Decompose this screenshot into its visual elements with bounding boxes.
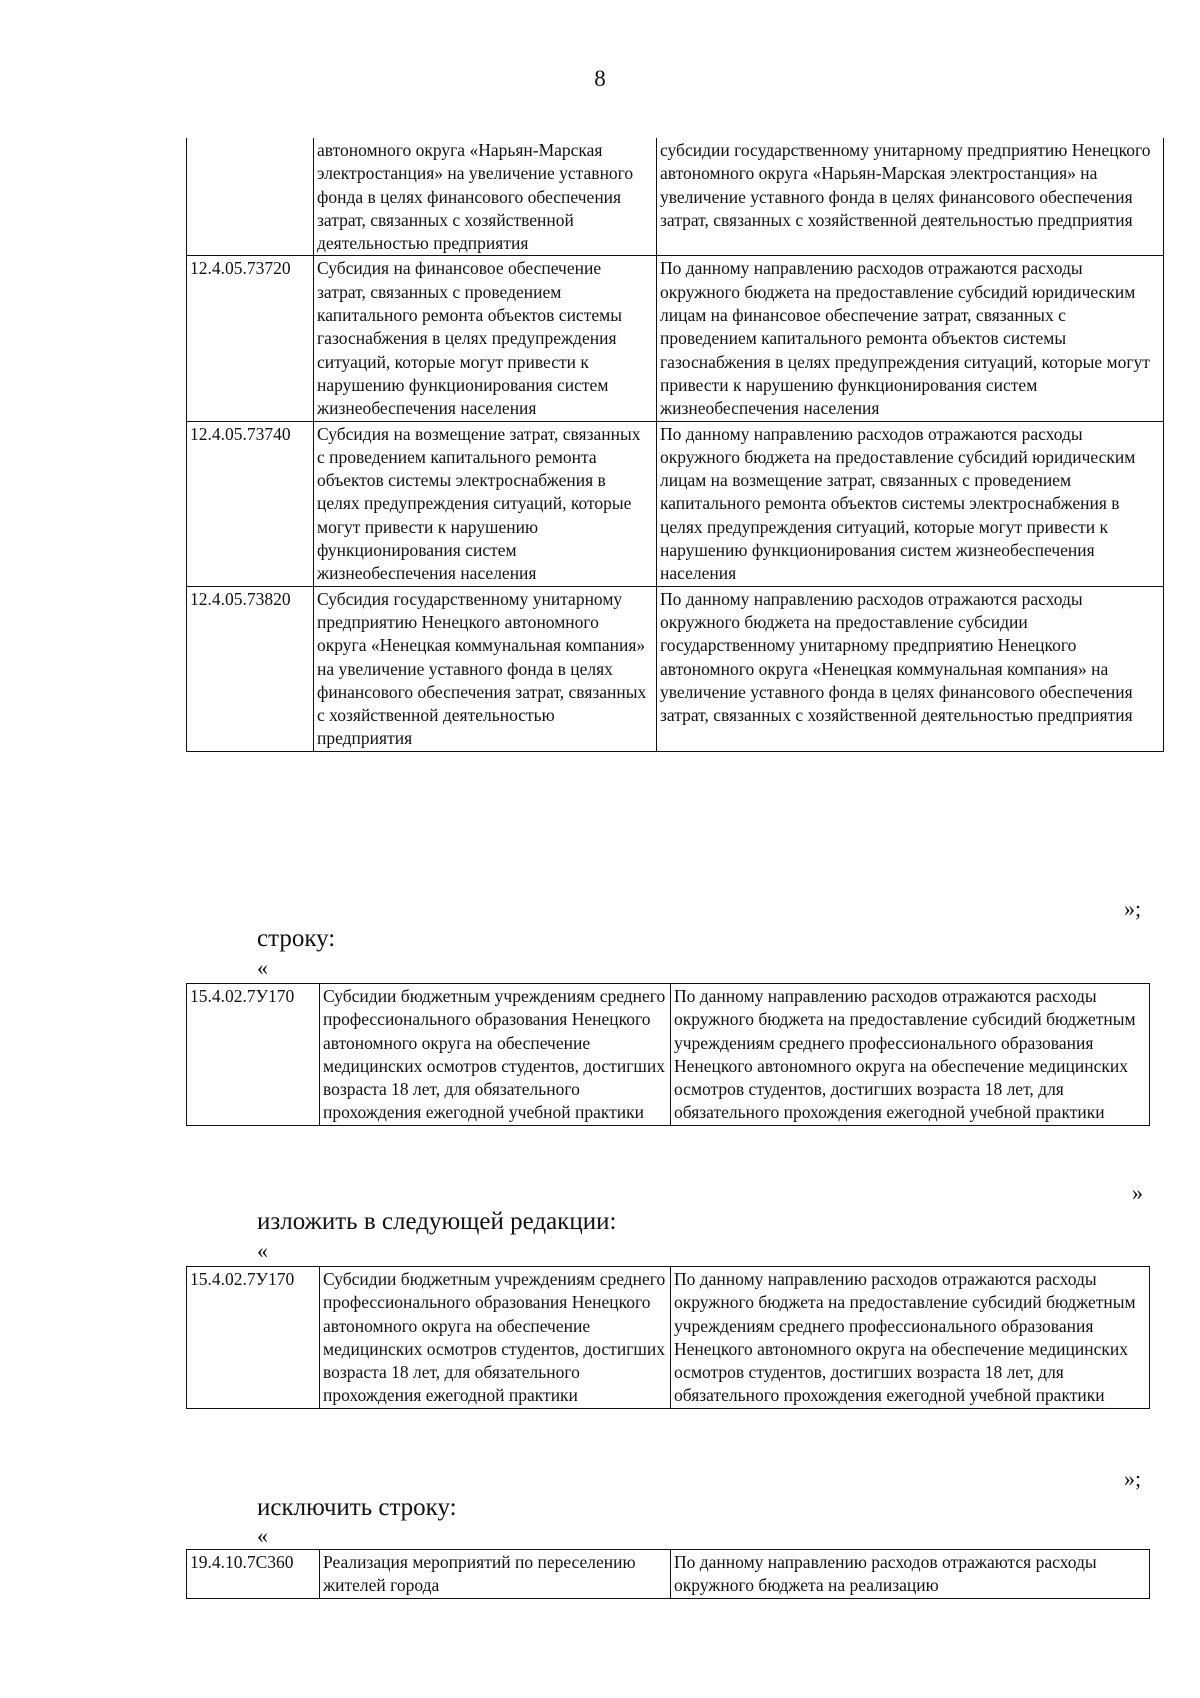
closing-quote: »; xyxy=(1124,1466,1142,1491)
description-cell: По данному направлению расходов отражаются расходы окружного бюджета на предоставление субсидий юридическим лицам на возмещение затрат, связанных с проведением капитального ремонта объектов системы электроснабжения в целях предупреждения ситуаций, которые могут привести к нарушению функционирования систем жизнеобеспечения населения xyxy=(657,421,1164,586)
section-heading: строку: xyxy=(257,925,336,952)
code-cell: 19.4.10.7С360 xyxy=(187,1550,320,1599)
table-row xyxy=(187,1267,1150,1409)
closing-quote: » xyxy=(1132,1180,1143,1205)
opening-quote: « xyxy=(257,1238,268,1263)
table-row xyxy=(187,421,1164,586)
opening-quote: « xyxy=(257,1523,268,1548)
expense-table-new xyxy=(186,1266,1150,1409)
table-row xyxy=(187,984,1150,1126)
description-cell: По данному направлению расходов отражаются расходы окружного бюджета на предоставление субсидии государственному унитарному предприятию Ненецкого автономного округа «Ненецкая коммунальная компания» на увеличение уставного фонда в целях финансового обеспечения затрат, связанных с хозяйственной деятельностью предприятия xyxy=(657,586,1164,751)
expense-table-excluded xyxy=(186,1549,1150,1599)
name-cell: Субсидия на финансовое обеспечение затрат, связанных с проведением капитального ремонта объектов системы газоснабжения в целях предупреждения ситуаций, которые могут привести к нарушению функционирования систем жизнеобеспечения населения xyxy=(314,256,657,421)
table-row xyxy=(187,586,1164,751)
table-row xyxy=(187,138,1164,256)
name-cell: Субсидии бюджетным учреждениям среднего профессионального образования Ненецкого автономного округа на обеспечение медицинских осмотров студентов, достигших возраста 18 лет, для обязательного прохождения ежегодной учебной практики xyxy=(320,984,671,1126)
name-cell: Субсидии бюджетным учреждениям среднего профессионального образования Ненецкого автономного округа на обеспечение медицинских осмотров студентов, достигших возраста 18 лет, для обязательного прохождения ежегодной практики xyxy=(320,1267,671,1409)
description-cell: По данному направлению расходов отражаются расходы окружного бюджета на предоставление субсидий юридическим лицам на финансовое обеспечение затрат, связанных с проведением капитального ремонта объектов системы газоснабжения в целях предупреждения ситуаций, которые могут привести к нарушению функционирования систем жизнеобеспечения населения xyxy=(657,256,1164,421)
table-row xyxy=(187,1550,1150,1599)
closing-quote: »; xyxy=(1124,896,1142,921)
code-cell: 12.4.05.73820 xyxy=(187,586,314,751)
description-cell: По данному направлению расходов отражаются расходы окружного бюджета на предоставление субсидий бюджетным учреждениям среднего профессионального образования Ненецкого автономного округа на обеспечение медицинских осмотров студентов, достигших возраста 18 лет, для обязательного прохождения ежегодной учебной практики xyxy=(671,984,1150,1126)
section-heading: изложить в следующей редакции: xyxy=(257,1208,617,1235)
code-cell: 15.4.02.7У170 xyxy=(187,1267,320,1409)
opening-quote: « xyxy=(257,955,268,980)
name-cell: автономного округа «Нарьян-Марская электростанция» на увеличение уставного фонда в целях финансового обеспечения затрат, связанных с хозяйственной деятельностью предприятия xyxy=(314,138,657,256)
description-cell: субсидии государственному унитарному предприятию Ненецкого автономного округа «Нарьян-Марская электростанция» на увеличение уставного фонда в целях финансового обеспечения затрат, связанных с хозяйственной деятельностью предприятия xyxy=(657,138,1164,256)
name-cell: Субсидия государственному унитарному предприятию Ненецкого автономного округа «Ненецкая коммунальная компания» на увеличение уставного фонда в целях финансового обеспечения затрат, связанных с хозяйственной деятельностью предприятия xyxy=(314,586,657,751)
code-cell: 15.4.02.7У170 xyxy=(187,984,320,1126)
code-cell xyxy=(187,138,314,256)
code-cell: 12.4.05.73720 xyxy=(187,256,314,421)
table-row xyxy=(187,256,1164,421)
description-cell: По данному направлению расходов отражаются расходы окружного бюджета на предоставление субсидий бюджетным учреждениям среднего профессионального образования Ненецкого автономного округа на обеспечение медицинских осмотров студентов, достигших возраста 18 лет, для обязательного прохождения ежегодной учебной практики xyxy=(671,1267,1150,1409)
description-cell: По данному направлению расходов отражаются расходы окружного бюджета на реализацию xyxy=(671,1550,1150,1599)
expense-table-continued xyxy=(186,138,1164,752)
code-cell: 12.4.05.73740 xyxy=(187,421,314,586)
section-heading: исключить строку: xyxy=(257,1494,457,1521)
expense-table-old xyxy=(186,983,1150,1126)
page-number: 8 xyxy=(594,66,606,91)
name-cell: Реализация мероприятий по переселению жителей города xyxy=(320,1550,671,1599)
name-cell: Субсидия на возмещение затрат, связанных с проведением капитального ремонта объектов системы электроснабжения в целях предупреждения ситуаций, которые могут привести к нарушению функционирования систем жизнеобеспечения населения xyxy=(314,421,657,586)
